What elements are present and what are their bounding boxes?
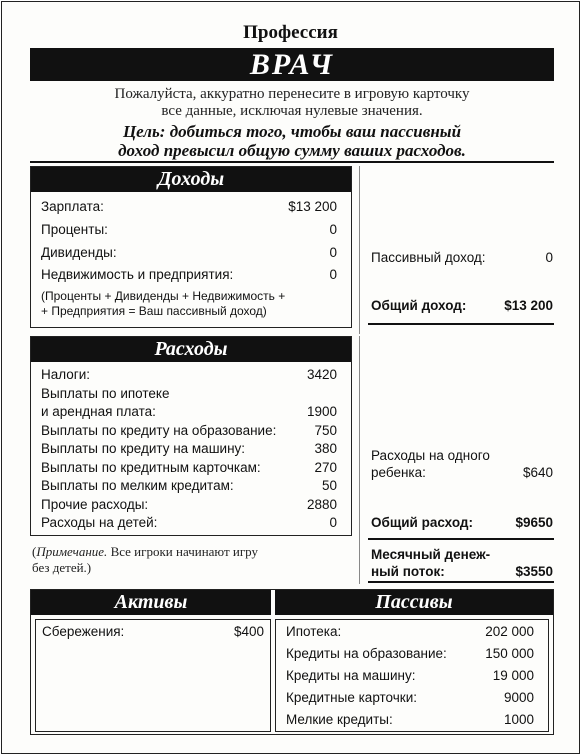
passive-income-label: Пассивный доход: (371, 250, 486, 265)
cashflow-label: Месячный денеж- (371, 547, 491, 562)
expense-value: 3420 (306, 367, 337, 382)
cashflow-label: ный поток: (371, 564, 445, 579)
income-header: Доходы (31, 167, 351, 192)
total-expense-row (371, 514, 553, 531)
note-line: (Проценты + Дивиденды + Недвижимость + (41, 289, 286, 303)
liability-value: 202 000 (485, 624, 534, 639)
expense-value: 0 (329, 515, 337, 530)
column-divider (359, 336, 360, 584)
total-expense-label: Общий расход: (371, 515, 473, 530)
expense-label: Выплаты по кредиту на машину: (41, 441, 246, 456)
income-value: 0 (329, 267, 337, 282)
expense-label: Выплаты по кредитным карточкам: (41, 460, 261, 475)
balance-sheet (30, 589, 554, 735)
child-expense-label: Расходы на одного (371, 448, 490, 463)
total-income-label: Общий доход: (371, 298, 467, 313)
instructions-line: все данные, исключая нулевые значения. (161, 103, 423, 119)
cashflow-value: $3550 (515, 564, 553, 579)
asset-value: $400 (233, 624, 264, 639)
expense-label: Выплаты по кредиту на образование: (41, 423, 277, 438)
liability-label: Мелкие кредиты: (286, 712, 393, 727)
expense-value: 2880 (306, 497, 337, 512)
goal-line: доход превысил общую сумму ваших расходов. (118, 141, 466, 160)
children-note (32, 544, 352, 576)
liabilities-header: Пассивы (275, 590, 553, 615)
divider (368, 581, 554, 583)
column-divider (359, 166, 360, 334)
passive-income-note (41, 289, 285, 319)
asset-label: Сбережения: (42, 624, 125, 639)
assets-header: Активы (31, 590, 271, 615)
expense-value: 50 (321, 478, 337, 493)
liability-label: Ипотека: (286, 624, 342, 639)
expenses-header: Расходы (31, 337, 351, 362)
liability-value: 1000 (503, 712, 534, 727)
divider (368, 323, 554, 325)
income-value: $13 200 (288, 199, 337, 214)
child-expense-row (371, 447, 553, 481)
expense-label: Прочие расходы: (41, 497, 149, 512)
passive-income-value: 0 (545, 250, 553, 265)
income-value: 0 (329, 245, 337, 260)
child-expense-label: ребенка: (371, 465, 426, 480)
note-line: без детей.) (32, 560, 92, 575)
expense-label: Выплаты по ипотеке (41, 386, 170, 401)
expense-value: 380 (314, 441, 337, 456)
liability-value: 150 000 (485, 646, 534, 661)
goal-line: Цель: добиться того, чтобы ваш пассивный (122, 122, 462, 141)
note-line: (Примечание. Все игроки начинают игру (32, 544, 259, 559)
liability-value: 9000 (503, 690, 534, 705)
liability-label: Кредитные карточки: (286, 690, 417, 705)
passive-income-row (371, 249, 553, 266)
note-line: + Предприятия = Ваш пассивный доход) (41, 304, 267, 318)
liabilities-section (275, 619, 549, 732)
total-income-value: $13 200 (504, 298, 553, 313)
cashflow-row (371, 546, 553, 580)
income-value: 0 (329, 222, 337, 237)
divider (30, 161, 554, 163)
profession-title: ВРАЧ (30, 48, 554, 81)
total-expense-value: $9650 (515, 515, 553, 530)
income-label: Проценты: (41, 222, 108, 237)
note-text: Все игроки начинают игру (107, 544, 259, 559)
profession-card (1, 1, 580, 754)
assets-section (35, 619, 271, 732)
expense-value: 270 (314, 460, 337, 475)
liability-label: Кредиты на образование: (286, 646, 447, 661)
income-label: Дивиденды: (41, 245, 117, 260)
profession-label: Профессия (243, 22, 338, 43)
income-section (30, 166, 352, 328)
expense-label: Выплаты по мелким кредитам: (41, 478, 234, 493)
expense-label: Расходы на детей: (41, 515, 158, 530)
liability-value: 19 000 (492, 668, 534, 683)
child-expense-value: $640 (522, 465, 553, 480)
income-label: Зарплата: (41, 199, 104, 214)
liability-label: Кредиты на машину: (286, 668, 416, 683)
expense-value: 1900 (306, 404, 337, 419)
divider (368, 538, 554, 540)
total-income-row (371, 297, 553, 314)
expenses-section (30, 336, 352, 536)
expense-value: 750 (314, 423, 337, 438)
instructions-line: Пожалуйста, аккуратно перенесите в игровую карточку (114, 86, 470, 102)
income-label: Недвижимость и предприятия: (41, 267, 234, 282)
goal-text (30, 122, 554, 160)
note-prefix: Примечание. (36, 544, 108, 559)
expense-label: и арендная плата: (41, 404, 156, 419)
instructions (30, 86, 554, 120)
expense-label: Налоги: (41, 367, 91, 382)
